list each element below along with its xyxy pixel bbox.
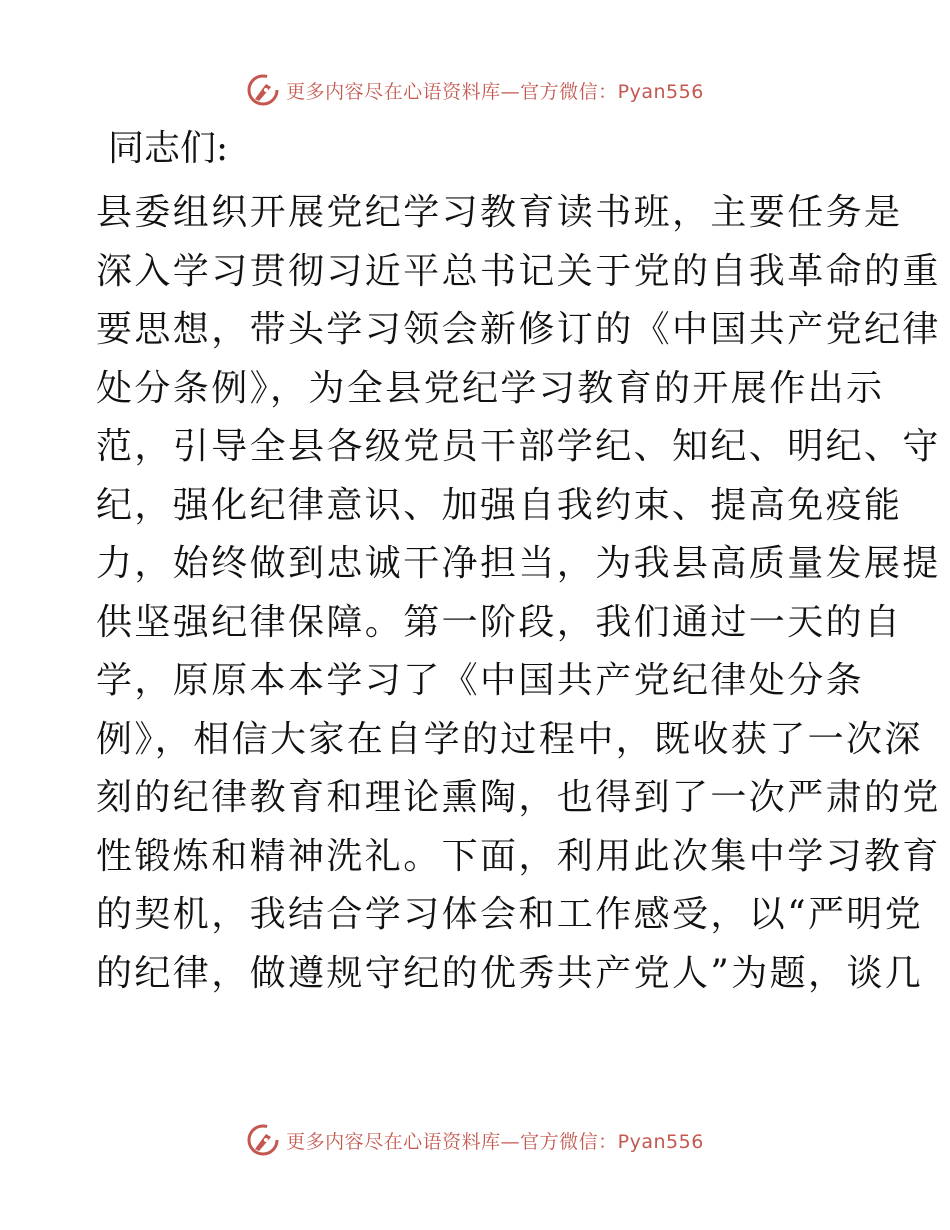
body-paragraph	[96, 184, 941, 1003]
text-line: 例》，相信大家在自学的过程中，既收获了一次深	[96, 718, 923, 760]
watermark-text: 更多内容尽在心语资料库—官方微信：Pyan556	[286, 80, 704, 103]
pen-nib-circle-icon	[246, 73, 280, 107]
text-line: 纪，强化纪律意识、加强自我约束、提高免疫能	[96, 484, 903, 526]
text-line: 性锻炼和精神洗礼。下面，利用此次集中学习教育	[96, 835, 941, 877]
text-line: 的纪律，做遵规守纪的优秀共产党人”为题，谈几	[96, 952, 924, 994]
salutation: 同志们:	[108, 128, 229, 169]
text-line: 县委组织开展党纪学习教育读书班，主要任务是	[96, 192, 903, 233]
text-line: 刻的纪律教育和理论熏陶，也得到了一次严肃的党	[96, 777, 941, 818]
text-line: 要思想，带头学习领会新修订的《中国共产党纪律	[96, 309, 941, 350]
text-line: 深入学习贯彻习近平总书记关于党的自我革命的重	[96, 250, 941, 292]
document-body	[96, 120, 941, 1003]
text-line: 范，引导全县各级党员干部学纪、知纪、明纪、守	[96, 426, 941, 467]
watermark-text: 更多内容尽在心语资料库—官方微信：Pyan556	[286, 1130, 704, 1153]
header-watermark	[0, 70, 950, 110]
text-line: 力，始终做到忠诚干净担当，为我县高质量发展提	[96, 543, 941, 584]
text-line: 学，原原本本学习了《中国共产党纪律处分条	[96, 660, 865, 701]
footer-watermark	[0, 1120, 950, 1160]
text-line: 处分条例》，为全县党纪学习教育的开展作出示	[96, 367, 885, 409]
text-line: 的契机，我结合学习体会和工作感受，以“严明党	[96, 894, 924, 935]
pen-nib-circle-icon	[246, 1123, 280, 1157]
text-line: 供坚强纪律保障。第一阶段，我们通过一天的自	[96, 601, 903, 643]
